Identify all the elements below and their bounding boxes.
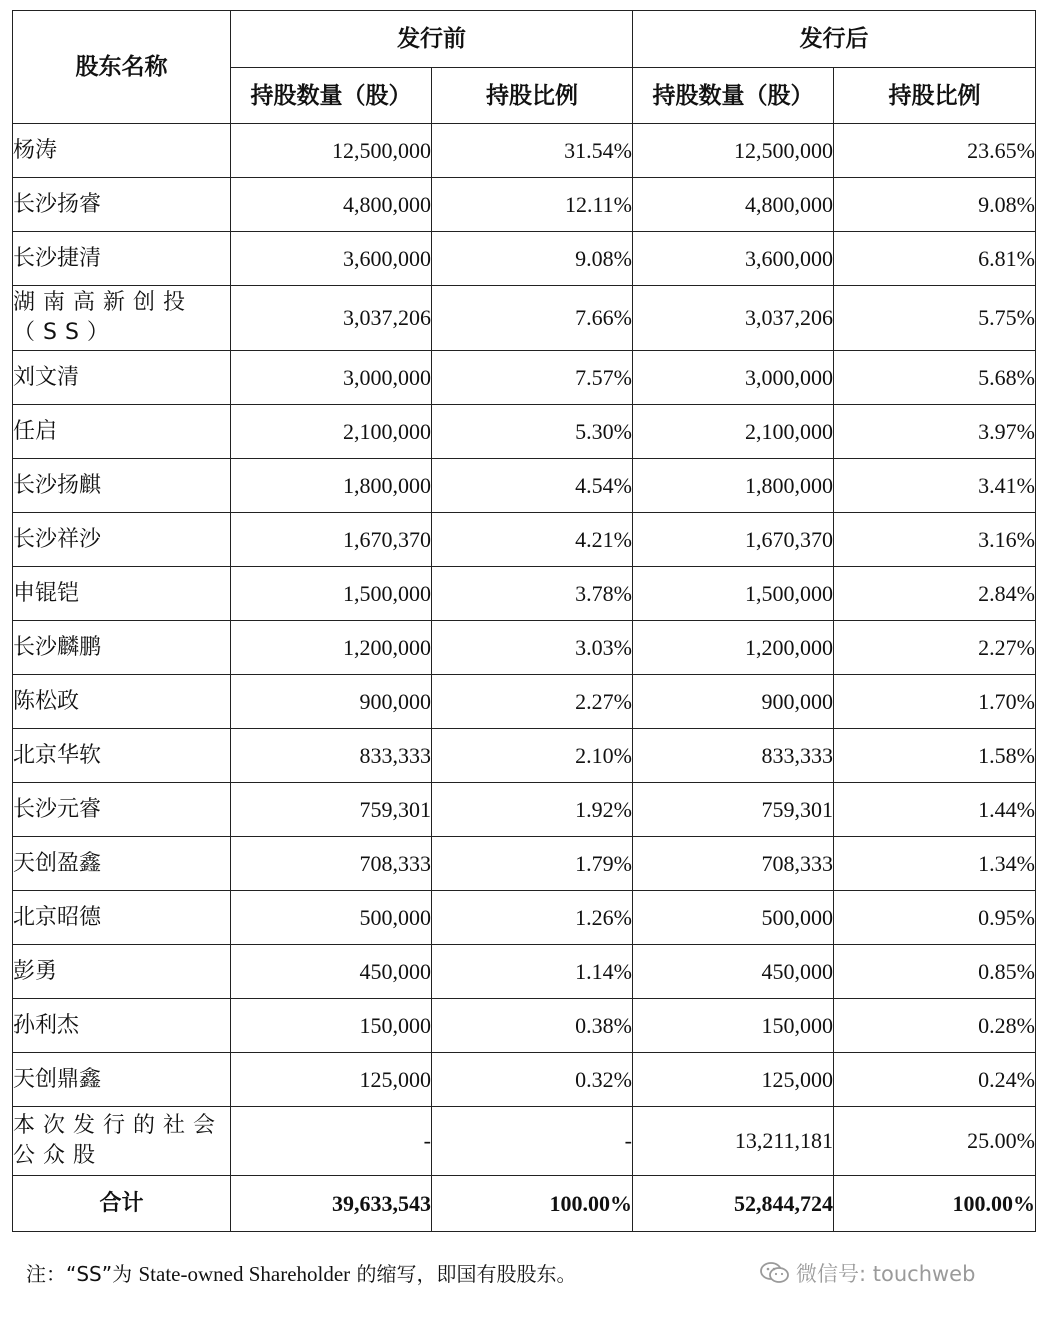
- shares-after-cell: 900,000: [633, 675, 834, 729]
- shares-after-cell: 1,200,000: [633, 621, 834, 675]
- wechat-watermark: [760, 1258, 975, 1288]
- header-shares-after: 持股数量（股）: [633, 68, 834, 124]
- header-shares-before: 持股数量（股）: [231, 68, 432, 124]
- ratio-before-cell: 2.27%: [432, 675, 633, 729]
- shares-after-cell: 759,301: [633, 783, 834, 837]
- header-ratio-after: 持股比例: [834, 68, 1036, 124]
- shareholder-name: 本次发行的社会公众股: [13, 1107, 231, 1176]
- shares-before-cell: 1,200,000: [231, 621, 432, 675]
- ratio-after-cell: 5.68%: [834, 351, 1036, 405]
- table-row: [13, 286, 1036, 351]
- wechat-icon: [760, 1261, 790, 1285]
- ratio-before-cell: 31.54%: [432, 124, 633, 178]
- shares-before-cell: 759,301: [231, 783, 432, 837]
- ratio-after-cell: 1.44%: [834, 783, 1036, 837]
- table-row: [13, 1107, 1036, 1176]
- shareholder-name: 陈松政: [13, 675, 231, 729]
- shareholder-name: 天创盈鑫: [13, 837, 231, 891]
- footnote: [26, 1258, 577, 1287]
- watermark-text: 微信号: touchweb: [796, 1262, 976, 1286]
- table-row: [13, 675, 1036, 729]
- shareholding-table: [12, 10, 1036, 1232]
- ratio-after-cell: 0.95%: [834, 891, 1036, 945]
- table-row: [13, 232, 1036, 286]
- shareholder-name: 长沙扬麒: [13, 459, 231, 513]
- shareholder-name: 长沙捷清: [13, 232, 231, 286]
- total-row: [13, 1176, 1036, 1232]
- shares-after-cell: 450,000: [633, 945, 834, 999]
- ratio-before-cell: 0.38%: [432, 999, 633, 1053]
- shareholder-name: 长沙祥沙: [13, 513, 231, 567]
- shares-after-cell: 4,800,000: [633, 178, 834, 232]
- ratio-before-cell: 1.14%: [432, 945, 633, 999]
- shares-after-cell: 3,037,206: [633, 286, 834, 351]
- ratio-after-cell: 3.97%: [834, 405, 1036, 459]
- table-row: [13, 459, 1036, 513]
- shareholder-name: 任启: [13, 405, 231, 459]
- ratio-before-cell: 4.54%: [432, 459, 633, 513]
- ratio-before-cell: 2.10%: [432, 729, 633, 783]
- shareholder-name: 湖南高新创投（SS）: [13, 286, 231, 351]
- ratio-before-cell: 9.08%: [432, 232, 633, 286]
- ratio-after-cell: 25.00%: [834, 1107, 1036, 1176]
- table-row: [13, 178, 1036, 232]
- shares-before-cell: -: [231, 1107, 432, 1176]
- total-ratio-before: 100.00%: [432, 1176, 633, 1232]
- shares-before-cell: 3,000,000: [231, 351, 432, 405]
- table-row: [13, 999, 1036, 1053]
- header-before-issuance: 发行前: [231, 11, 633, 68]
- header-shareholder: 股东名称: [13, 11, 231, 124]
- shares-after-cell: 3,600,000: [633, 232, 834, 286]
- total-label: 合计: [13, 1176, 231, 1232]
- ratio-before-cell: 0.32%: [432, 1053, 633, 1107]
- ratio-after-cell: 6.81%: [834, 232, 1036, 286]
- ratio-after-cell: 0.85%: [834, 945, 1036, 999]
- shareholder-name: 刘文清: [13, 351, 231, 405]
- table-row: [13, 1053, 1036, 1107]
- shares-before-cell: 500,000: [231, 891, 432, 945]
- ratio-before-cell: 7.66%: [432, 286, 633, 351]
- shareholder-name: 天创鼎鑫: [13, 1053, 231, 1107]
- shares-after-cell: 2,100,000: [633, 405, 834, 459]
- ratio-after-cell: 23.65%: [834, 124, 1036, 178]
- ratio-before-cell: 3.03%: [432, 621, 633, 675]
- ratio-after-cell: 3.41%: [834, 459, 1036, 513]
- ratio-after-cell: 0.24%: [834, 1053, 1036, 1107]
- shareholder-name: 申锟铠: [13, 567, 231, 621]
- shares-before-cell: 900,000: [231, 675, 432, 729]
- shares-before-cell: 1,500,000: [231, 567, 432, 621]
- ratio-before-cell: 7.57%: [432, 351, 633, 405]
- shares-after-cell: 833,333: [633, 729, 834, 783]
- shares-before-cell: 1,670,370: [231, 513, 432, 567]
- table-row: [13, 405, 1036, 459]
- ratio-after-cell: 5.75%: [834, 286, 1036, 351]
- table-row: [13, 621, 1036, 675]
- ratio-before-cell: 4.21%: [432, 513, 633, 567]
- ratio-before-cell: -: [432, 1107, 633, 1176]
- total-shares-before: 39,633,543: [231, 1176, 432, 1232]
- shares-before-cell: 1,800,000: [231, 459, 432, 513]
- ratio-before-cell: 5.30%: [432, 405, 633, 459]
- shares-before-cell: 2,100,000: [231, 405, 432, 459]
- total-shares-after: 52,844,724: [633, 1176, 834, 1232]
- ratio-after-cell: 3.16%: [834, 513, 1036, 567]
- shareholder-name: 长沙元睿: [13, 783, 231, 837]
- table-row: [13, 124, 1036, 178]
- shares-before-cell: 150,000: [231, 999, 432, 1053]
- shares-before-cell: 3,037,206: [231, 286, 432, 351]
- shares-before-cell: 4,800,000: [231, 178, 432, 232]
- shares-after-cell: 500,000: [633, 891, 834, 945]
- shareholder-name: 彭勇: [13, 945, 231, 999]
- ratio-before-cell: 3.78%: [432, 567, 633, 621]
- shares-after-cell: 12,500,000: [633, 124, 834, 178]
- table-row: [13, 891, 1036, 945]
- shares-before-cell: 833,333: [231, 729, 432, 783]
- header-ratio-before: 持股比例: [432, 68, 633, 124]
- total-ratio-after: 100.00%: [834, 1176, 1036, 1232]
- shares-before-cell: 708,333: [231, 837, 432, 891]
- ratio-after-cell: 9.08%: [834, 178, 1036, 232]
- table-row: [13, 351, 1036, 405]
- ratio-after-cell: 1.58%: [834, 729, 1036, 783]
- shares-after-cell: 125,000: [633, 1053, 834, 1107]
- table-row: [13, 513, 1036, 567]
- ratio-after-cell: 1.70%: [834, 675, 1036, 729]
- table-row: [13, 729, 1036, 783]
- shares-before-cell: 12,500,000: [231, 124, 432, 178]
- footnote-english-term: State-owned Shareholder: [138, 1262, 351, 1286]
- table-body: [13, 124, 1036, 1176]
- shareholder-name: 杨涛: [13, 124, 231, 178]
- ratio-before-cell: 1.79%: [432, 837, 633, 891]
- shares-after-cell: 13,211,181: [633, 1107, 834, 1176]
- shareholder-name: 北京华软: [13, 729, 231, 783]
- ratio-after-cell: 1.34%: [834, 837, 1036, 891]
- footnote-prefix: 注：“SS”为: [26, 1262, 133, 1286]
- shares-after-cell: 708,333: [633, 837, 834, 891]
- ratio-before-cell: 12.11%: [432, 178, 633, 232]
- shareholder-name: 北京昭德: [13, 891, 231, 945]
- shares-before-cell: 3,600,000: [231, 232, 432, 286]
- shares-before-cell: 125,000: [231, 1053, 432, 1107]
- shareholder-name: 长沙麟鹏: [13, 621, 231, 675]
- table-row: [13, 567, 1036, 621]
- table-row: [13, 783, 1036, 837]
- table-row: [13, 945, 1036, 999]
- ratio-after-cell: 2.27%: [834, 621, 1036, 675]
- table-row: [13, 837, 1036, 891]
- header-after-issuance: 发行后: [633, 11, 1036, 68]
- footnote-suffix: 的缩写，即国有股股东。: [356, 1262, 577, 1286]
- ratio-before-cell: 1.26%: [432, 891, 633, 945]
- shares-before-cell: 450,000: [231, 945, 432, 999]
- shares-after-cell: 150,000: [633, 999, 834, 1053]
- ratio-after-cell: 2.84%: [834, 567, 1036, 621]
- shareholder-name: 长沙扬睿: [13, 178, 231, 232]
- shares-after-cell: 3,000,000: [633, 351, 834, 405]
- ratio-after-cell: 0.28%: [834, 999, 1036, 1053]
- shares-after-cell: 1,500,000: [633, 567, 834, 621]
- shareholder-name: 孙利杰: [13, 999, 231, 1053]
- shares-after-cell: 1,800,000: [633, 459, 834, 513]
- shares-after-cell: 1,670,370: [633, 513, 834, 567]
- ratio-before-cell: 1.92%: [432, 783, 633, 837]
